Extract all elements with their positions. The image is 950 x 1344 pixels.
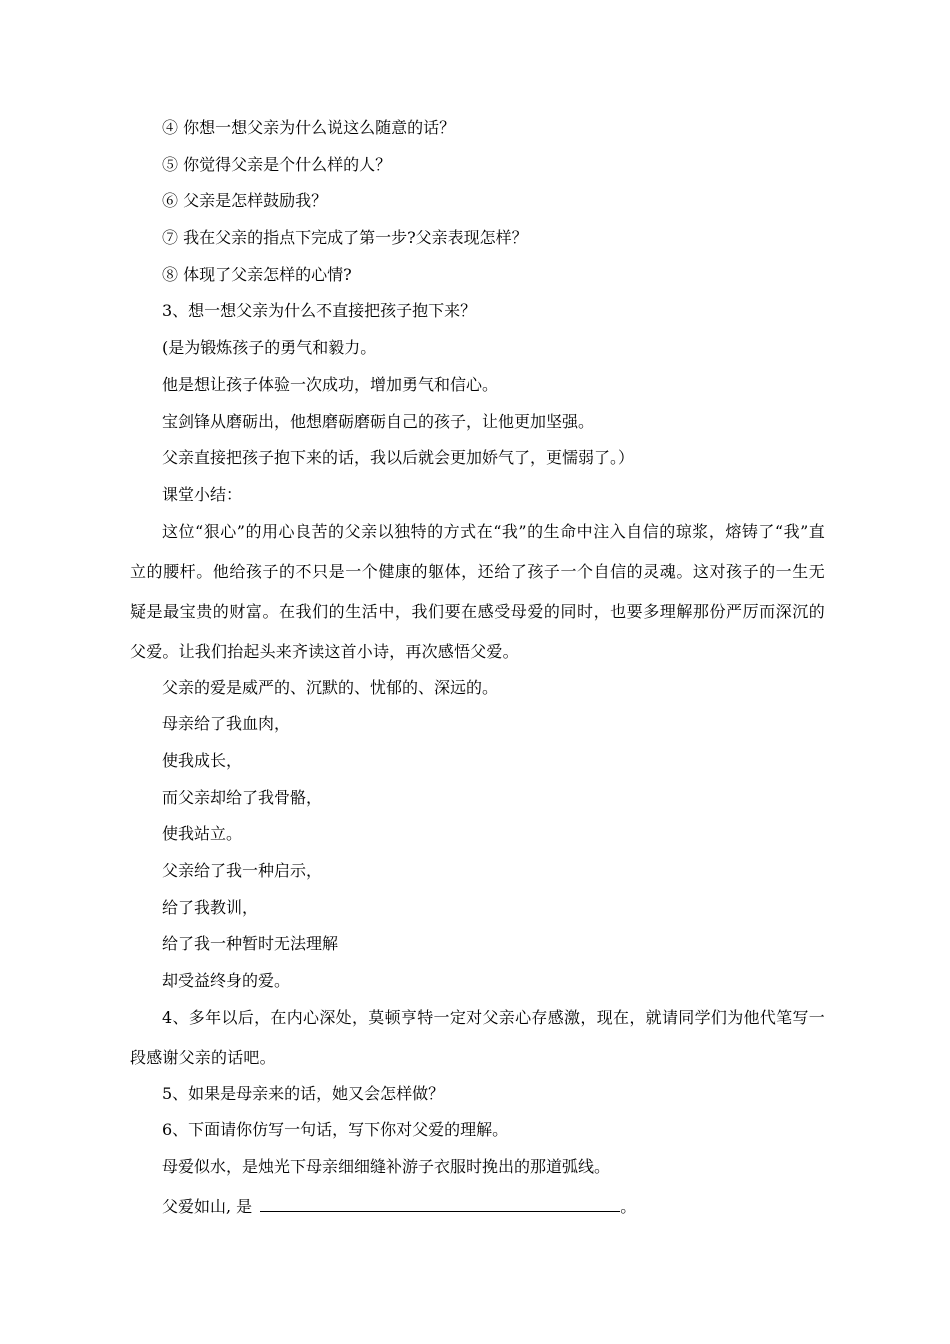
answer-line: 宝剑锋从磨砺出，他想磨砺磨砺自己的孩子，让他更加坚强。 xyxy=(162,411,595,431)
question-5: ⑤ 你觉得父亲是个什么样的人？ xyxy=(162,154,392,174)
poem-line: 母亲给了我血肉， xyxy=(162,714,291,734)
question-5-line: 5、如果是母亲来的话，她又会怎样做？ xyxy=(162,1083,445,1103)
answer-line: (是为锻炼孩子的勇气和毅力。 xyxy=(162,338,377,358)
question-4: ④ 你想一想父亲为什么说这么随意的话？ xyxy=(162,118,456,137)
poem-line: 父亲给了我一种启示， xyxy=(162,861,323,880)
answer-line: 他是想让孩子体验一次成功，增加勇气和信心。 xyxy=(162,374,499,394)
fill-in-sentence xyxy=(130,1194,825,1214)
summary-paragraph: 这位“狠心”的用心良苦的父亲以独特的方式在“我”的生命中注入自信的琼浆，熔铸了“我”直立的腰杆。他给孩子的不只是一个健康的躯体，还给了孩子一个自信的灵魂。这对孩子的一生无疑是最宝贵的财富。在我们的生活中，我们要在感受母爱的同时，也要多理解那份严厉而深沉的父爱。让我们抬起头来齐读这首小诗，再次感悟父爱。 xyxy=(130,521,825,661)
fill-suffix: 。 xyxy=(620,1196,637,1216)
poem-line: 父亲的爱是威严的、沉默的、忧郁的、深远的。 xyxy=(162,677,499,697)
question-6: ⑥ 父亲是怎样鼓励我？ xyxy=(162,191,328,211)
poem-line: 给了我一种暂时无法理解 xyxy=(162,934,339,954)
fill-in-blank[interactable] xyxy=(260,1194,620,1212)
question-4-paragraph: 4、多年以后，在内心深处，莫顿亨特一定对父亲心存感激，现在，就请同学们为他代笔写一段感谢父亲的话吧。 xyxy=(130,1007,825,1067)
poem-line: 使我站立。 xyxy=(162,824,243,844)
fill-prefix: 父爱如山, 是 xyxy=(162,1196,253,1216)
poem-line: 却受益终身的爱。 xyxy=(162,971,291,991)
summary-title: 课堂小结： xyxy=(162,484,243,504)
question-6-line: 6、下面请你仿写一句话，写下你对父爱的理解。 xyxy=(162,1120,509,1140)
answer-line: 父亲直接把孩子抱下来的话，我以后就会更加娇气了，更懦弱了。） xyxy=(162,448,635,468)
document-body xyxy=(130,118,825,1231)
question-7: ⑦ 我在父亲的指点下完成了第一步?父亲表现怎样？ xyxy=(162,228,528,248)
question-3-heading: 3、想一想父亲为什么不直接把孩子抱下来？ xyxy=(162,301,477,321)
poem-line: 使我成长， xyxy=(162,750,243,770)
poem-line: 给了我教训， xyxy=(162,897,259,917)
question-8: ⑧ 体现了父亲怎样的心情? xyxy=(162,264,352,284)
example-sentence: 母爱似水，是烛光下母亲细细缝补游子衣服时挽出的那道弧线。 xyxy=(162,1157,611,1177)
poem-line: 而父亲却给了我骨骼， xyxy=(162,787,323,807)
